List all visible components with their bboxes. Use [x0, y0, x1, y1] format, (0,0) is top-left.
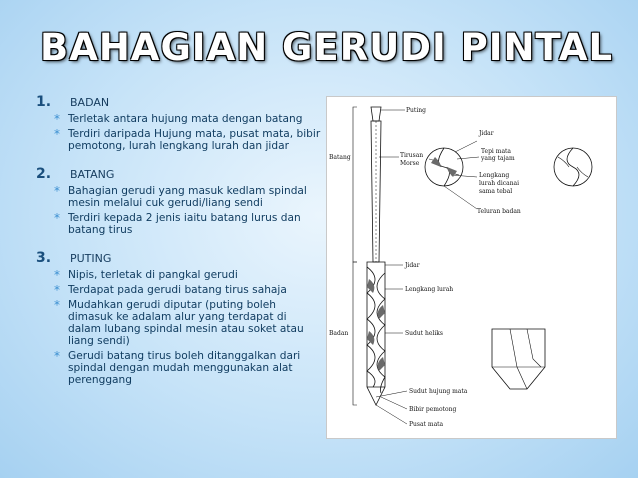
asterisk-icon: * [54, 298, 60, 312]
label-sudut-heliks: Sudut heliks [405, 330, 443, 337]
section-puting [36, 250, 322, 386]
asterisk-icon: * [54, 349, 60, 363]
label-tepi-mata: Tepi mata [481, 148, 512, 155]
asterisk-icon: * [54, 127, 60, 141]
label-lengkang: Lengkang [479, 172, 510, 179]
bullet-point: * Terdiri kepada 2 jenis iaitu batang lurus dan batang tirus [54, 211, 301, 236]
bullet-point: * Gerudi batang tirus boleh ditanggalkan dari spindal dengan mudah menggunakan alat perenggang [54, 349, 301, 386]
label-badan: Badan [329, 330, 349, 337]
label-lurah-dicanai: lurah dicanai [479, 180, 520, 187]
drill-illustration [327, 97, 616, 438]
label-morse: Morse [400, 160, 420, 167]
section-heading: PUTING [70, 252, 112, 265]
bullet-point: * Bahagian gerudi yang masuk kedlam spindal mesin melalui cuk gerudi/liang sendi [54, 184, 307, 209]
section-number: 3. [36, 250, 52, 266]
label-sudut-hujung-mata: Sudut hujung mata [409, 388, 468, 395]
asterisk-icon: * [54, 268, 60, 282]
asterisk-icon: * [54, 283, 60, 297]
section-badan [36, 94, 322, 152]
label-jidar-mid: Jidar [405, 262, 420, 269]
asterisk-icon: * [54, 112, 60, 126]
label-tirusan: Tirusan [400, 152, 424, 159]
section-heading: BADAN [70, 96, 110, 109]
bullet-point: * Terdapat pada gerudi batang tirus sahaja [54, 283, 287, 297]
label-teluran-badan: Teluran badan [477, 208, 521, 215]
slide-title: BAHAGIAN GERUDI PINTAL [40, 26, 614, 69]
label-jidar-top: Jidar [479, 130, 494, 137]
bullet-point: * Terletak antara hujung mata dengan batang [54, 112, 303, 126]
label-yang-tajam: yang tajam [481, 155, 515, 162]
section-number: 2. [36, 166, 52, 182]
label-bibir-pemotong: Bibir pemotong [409, 406, 457, 413]
section-batang [36, 166, 322, 236]
bullet-point: * Nipis, terletak di pangkal gerudi [54, 268, 238, 282]
section-heading: BATANG [70, 168, 115, 181]
asterisk-icon: * [54, 184, 60, 198]
label-sama-tebal: sama tebal [479, 188, 513, 195]
label-puting: Puting [406, 107, 426, 114]
label-batang: Batang [329, 154, 351, 161]
bullet-point: * Mudahkan gerudi diputar (puting boleh dimasuk ke adalam alur yang terdapat di dalam lubang spindal mesin atau soket atau liang sendi) [54, 298, 304, 347]
twist-drill-diagram [326, 96, 617, 439]
label-pusat-mata: Pusat mata [409, 421, 444, 428]
bullet-point: * Terdiri daripada Hujung mata, pusat mata, bibir pemotong, lurah lengkang lurah dan jidar [54, 127, 321, 152]
label-lengkang-lurah: Lengkang lurah [405, 286, 454, 293]
section-number: 1. [36, 94, 52, 110]
content-list [36, 94, 322, 396]
asterisk-icon: * [54, 211, 60, 225]
